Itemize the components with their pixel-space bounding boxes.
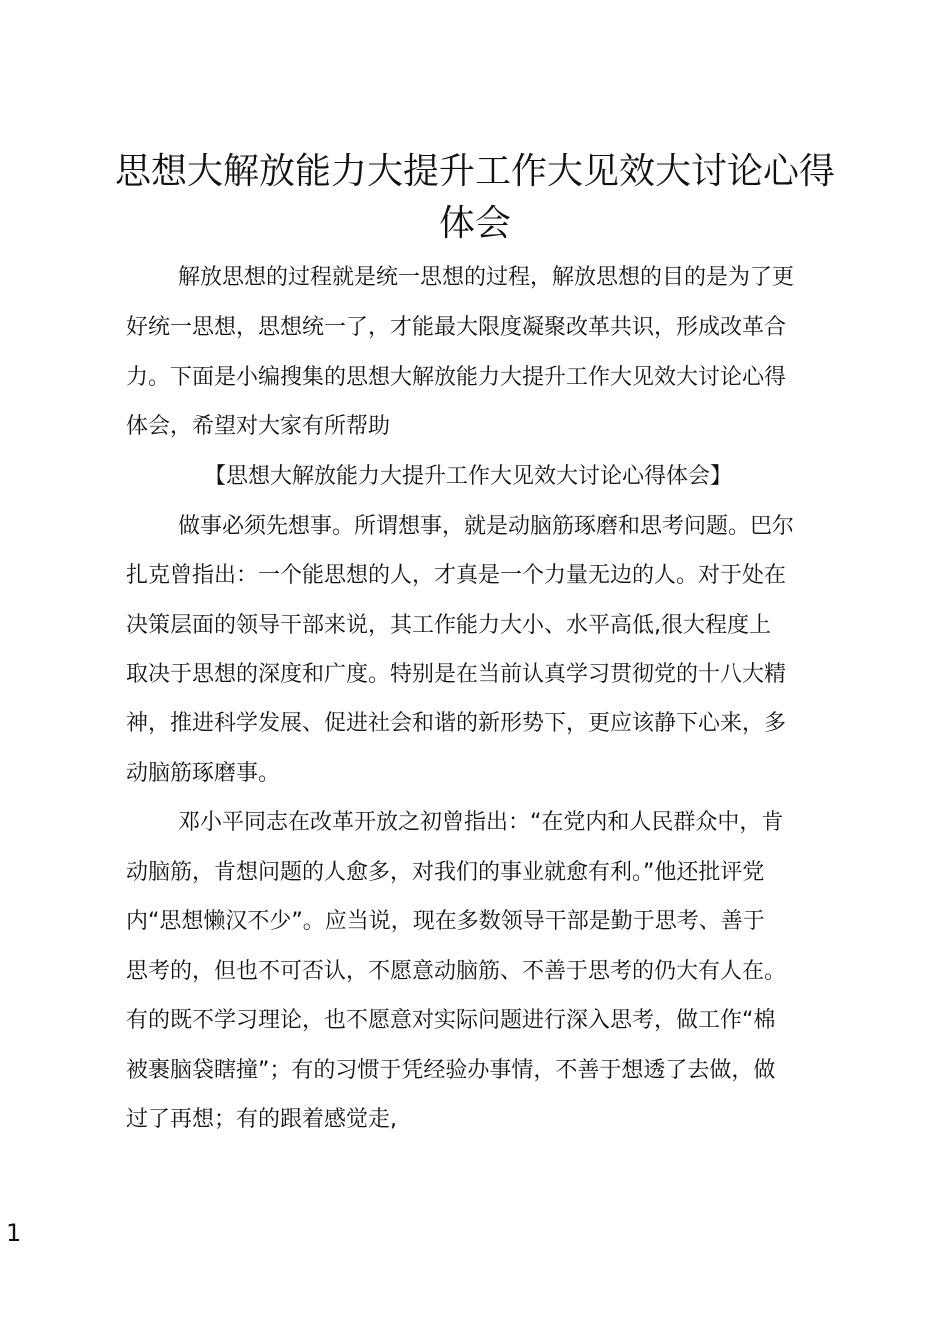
intro-line: 解放思想的过程就是统一思想的过程，解放思想的目的是为了更: [178, 265, 795, 290]
paragraph-2-line: 内“思想懒汉不少”。应当说，现在多数领导干部是勤于思考、善于: [126, 909, 765, 934]
title-line: 思想大解放能力大提升工作大见效大讨论心得: [114, 151, 835, 192]
paragraph-2-line: 有的既不学习理论，也不愿意对实际问题进行深入思考，做工作“棉: [126, 1008, 776, 1033]
section-heading: 【思想大解放能力大提升工作大见效大讨论心得体会】: [204, 464, 733, 489]
paragraph-1-line: 做事必须先想事。所谓想事，就是动脑筋琢磨和思考问题。巴尔: [178, 514, 795, 539]
paragraph-1-line: 扎克曾指出：一个能思想的人，才真是一个力量无边的人。对于处在: [126, 563, 787, 588]
page-number: 1: [6, 1219, 22, 1247]
intro-line: 好统一思想，思想统一了，才能最大限度凝聚改革共识，形成改革合: [126, 315, 787, 340]
paragraph-1-line: 取决于思想的深度和广度。特别是在当前认真学习贯彻党的十八大精: [126, 662, 787, 687]
paragraph-2-line: 动脑筋，肯想问题的人愈多，对我们的事业就愈有利。”他还批评党: [126, 860, 765, 885]
paragraph-2-line: 思考的，但也不可否认，不愿意动脑筋、不善于思考的仍大有人在。: [126, 959, 787, 984]
paragraph-2-line: 过了再想；有的跟着感觉走,: [126, 1107, 397, 1132]
intro-line: 体会，希望对大家有所帮助: [126, 414, 391, 439]
document-title: [110, 146, 840, 250]
paragraph-1-line: 神，推进科学发展、促进社会和谐的新形势下，更应该静下心来，多: [126, 711, 787, 736]
paragraph-1-line: 决策层面的领导干部来说，其工作能力大小、水平高低,很大程度上: [126, 613, 771, 638]
paragraph-2-line: 被裹脑袋瞎撞”；有的习惯于凭经验办事情，不善于想透了去做，做: [126, 1058, 776, 1083]
intro-line: 力。下面是小编搜集的思想大解放能力大提升工作大见效大讨论心得: [126, 365, 787, 390]
title-line: 体会: [438, 203, 511, 244]
paragraph-1-line: 动脑筋琢磨事。: [126, 761, 281, 786]
paragraph-2-line: 邓小平同志在改革开放之初曾指出：“在党内和人民群众中，肯: [178, 810, 784, 835]
